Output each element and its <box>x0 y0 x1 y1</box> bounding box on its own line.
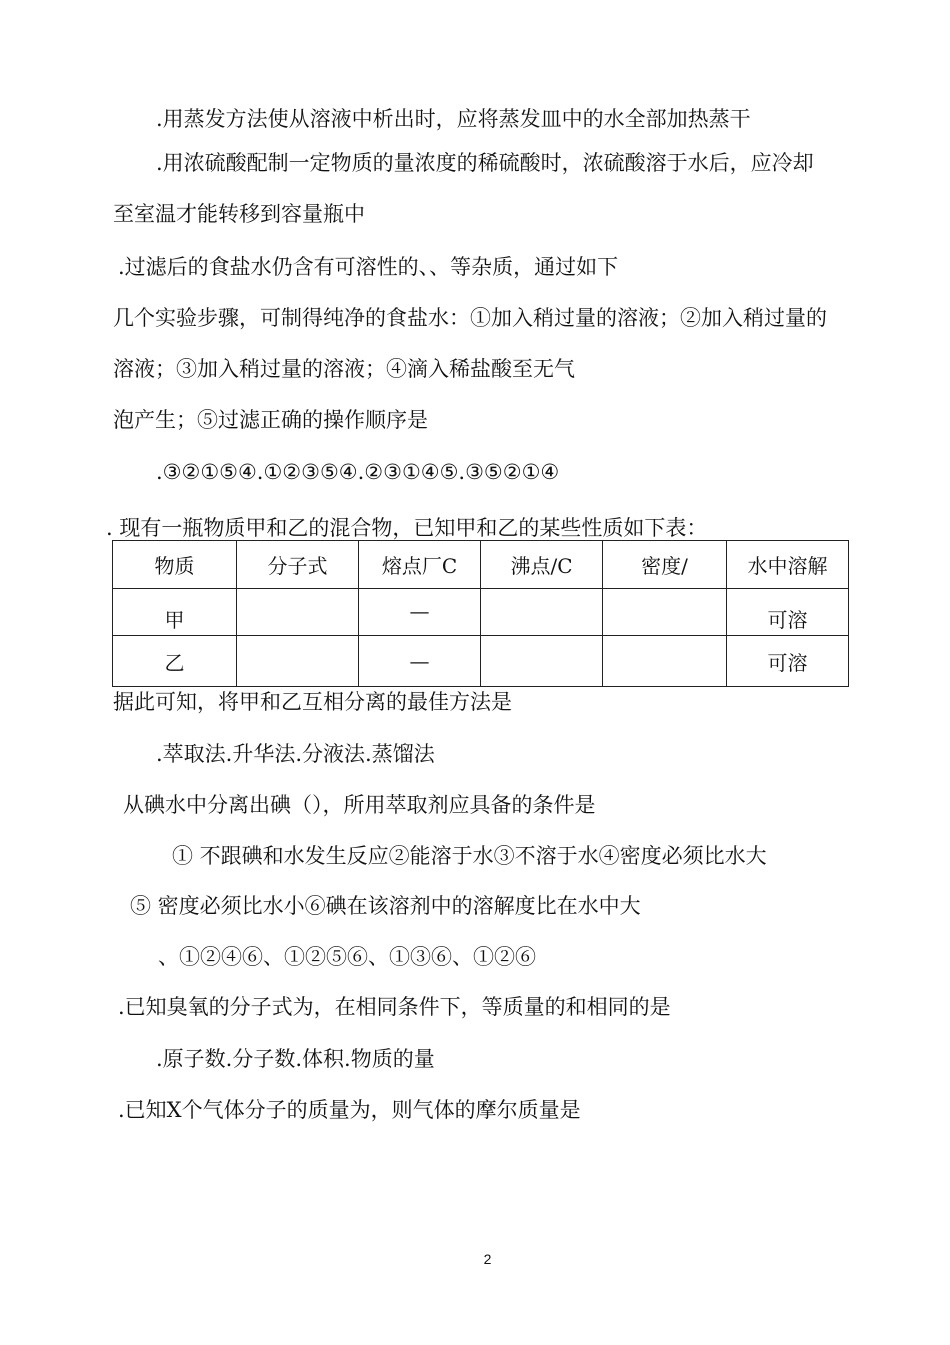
table-cell <box>603 636 727 687</box>
table-cell: 可溶 <box>727 636 849 687</box>
table-row <box>113 636 849 687</box>
question-iodine: 从碘水中分离出碘（），所用萃取剂应具备的条件是 <box>123 793 596 817</box>
table-cell <box>481 589 603 636</box>
table-cell: — <box>359 636 481 687</box>
page-number: 2 <box>483 1251 492 1267</box>
table-cell: — <box>359 589 481 636</box>
statement-evaporation: .用蒸发方法使从溶液中析出时，应将蒸发皿中的水全部加热蒸干 <box>156 107 751 131</box>
answer-options-ozone: .原子数.分子数.体积.物质的量 <box>156 1047 435 1071</box>
statement-sulfuric-acid: .用浓硫酸配制一定物质的量浓度的稀硫酸时，浓硫酸溶于水后，应冷却 <box>156 151 814 175</box>
statement-sulfuric-acid-cont: 至室温才能转移到容量瓶中 <box>113 202 365 226</box>
question-mixture-intro: . 现有一瓶物质甲和乙的混合物，已知甲和乙的某些性质如下表： <box>106 516 708 540</box>
answer-options-mixture: .萃取法.升华法.分液法.蒸馏法 <box>156 742 435 766</box>
table-header-cell: 密度/ <box>603 541 727 589</box>
table-cell <box>237 636 359 687</box>
iodine-conditions-1: ① 不跟碘和水发生反应②能溶于水③不溶于水④密度必须比水大 <box>172 844 767 868</box>
question-ozone: .已知臭氧的分子式为，在相同条件下，等质量的和相同的是 <box>118 995 671 1019</box>
table-cell: 乙 <box>113 636 237 687</box>
table-cell <box>237 589 359 636</box>
table-header-cell: 物质 <box>113 541 237 589</box>
question-mixture-prompt: 据此可知，将甲和乙互相分离的最佳方法是 <box>113 690 512 714</box>
table-header-cell: 分子式 <box>237 541 359 589</box>
table-cell: 可溶 <box>727 589 849 636</box>
question-salt-water-cont-3: 泡产生；⑤过滤正确的操作顺序是 <box>113 408 428 432</box>
answer-options-salt-water: .③②①⑤④.①②③⑤④.②③①④⑤.③⑤②①④ <box>156 460 560 484</box>
properties-table <box>112 540 849 687</box>
table-cell <box>603 589 727 636</box>
table-header-cell: 水中溶解 <box>727 541 849 589</box>
table-header-cell: 沸点/C <box>481 541 603 589</box>
question-molar-mass: .已知X个气体分子的质量为，则气体的摩尔质量是 <box>118 1098 581 1122</box>
answer-options-iodine: 、①②④⑥、①②⑤⑥、①③⑥、①②⑥ <box>158 945 536 969</box>
table-cell: 甲 <box>113 589 237 636</box>
question-salt-water-cont-1: 几个实验步骤，可制得纯净的食盐水：①加入稍过量的溶液；②加入稍过量的 <box>113 306 827 330</box>
question-salt-water: .过滤后的食盐水仍含有可溶性的、、等杂质，通过如下 <box>118 255 619 279</box>
iodine-conditions-2: ⑤ 密度必须比水小⑥碘在该溶剂中的溶解度比在水中大 <box>130 894 641 918</box>
table-header-row <box>113 541 849 589</box>
table-header-cell: 熔点厂C <box>359 541 481 589</box>
table-row <box>113 589 849 636</box>
table-cell <box>481 636 603 687</box>
question-salt-water-cont-2: 溶液；③加入稍过量的溶液；④滴入稀盐酸至无气 <box>113 357 575 381</box>
